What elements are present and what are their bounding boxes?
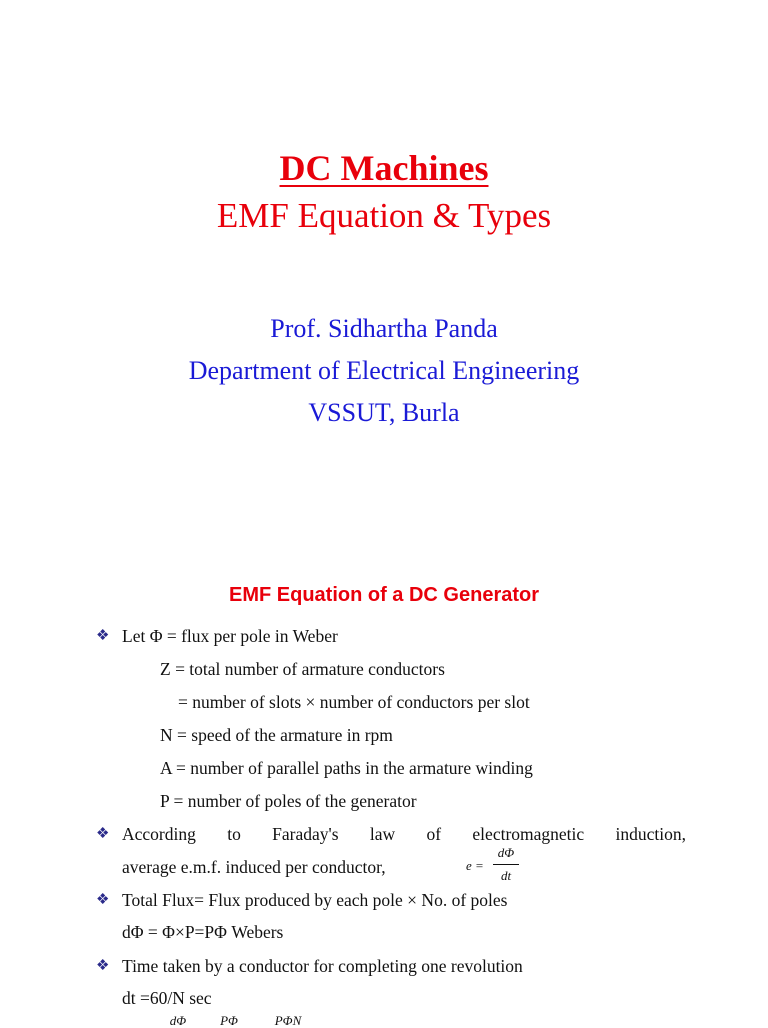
diamond-bullet-icon: ❖ [96, 826, 110, 842]
average-emf-line: average e.m.f. induced per conductor, [122, 857, 386, 877]
section-heading: EMF Equation of a DC Generator [228, 584, 540, 606]
formula-numerator: dΦ [497, 845, 515, 860]
institute-name: VSSUT, Burla [308, 398, 460, 427]
department-name: Department of Electrical Engineering [188, 356, 580, 385]
p-definition-line: P = number of poles of the generator [160, 791, 417, 811]
z-definition-line: Z = total number of armature conductors [160, 659, 445, 679]
cut-formula-3: PΦN [274, 1013, 302, 1028]
a-definition-line: A = number of parallel paths in the armature winding [160, 758, 533, 778]
faraday-line: According to Faraday's law of electromagnetic induction, [122, 824, 686, 844]
diamond-bullet-icon: ❖ [96, 628, 110, 644]
subtitle: EMF Equation & Types [216, 196, 552, 235]
n-definition-line: N = speed of the armature in rpm [160, 725, 393, 745]
main-title: DC Machines [279, 148, 489, 188]
formula-denominator: dt [500, 868, 512, 883]
diamond-bullet-icon: ❖ [96, 892, 110, 908]
z-equation-line: = number of slots × number of conductors per slot [178, 692, 530, 712]
let-phi-line: Let Φ = flux per pole in Weber [122, 626, 338, 646]
dphi-line: dΦ = Φ×P=PΦ Webers [122, 922, 284, 942]
time-taken-line: Time taken by a conductor for completing one revolution [122, 956, 523, 976]
title-block [0, 140, 768, 236]
author-block [0, 308, 768, 434]
author-name: Prof. Sidhartha Panda [270, 314, 498, 343]
total-flux-line: Total Flux= Flux produced by each pole × No. of poles [122, 890, 508, 910]
diamond-bullet-icon: ❖ [96, 958, 110, 974]
formula-e-label: e = [466, 858, 484, 873]
fraction-bar [493, 864, 519, 865]
dt-line: dt =60/N sec [122, 988, 212, 1008]
cut-formula-1: dΦ [169, 1013, 187, 1028]
cut-formula-2: PΦ [220, 1013, 238, 1028]
